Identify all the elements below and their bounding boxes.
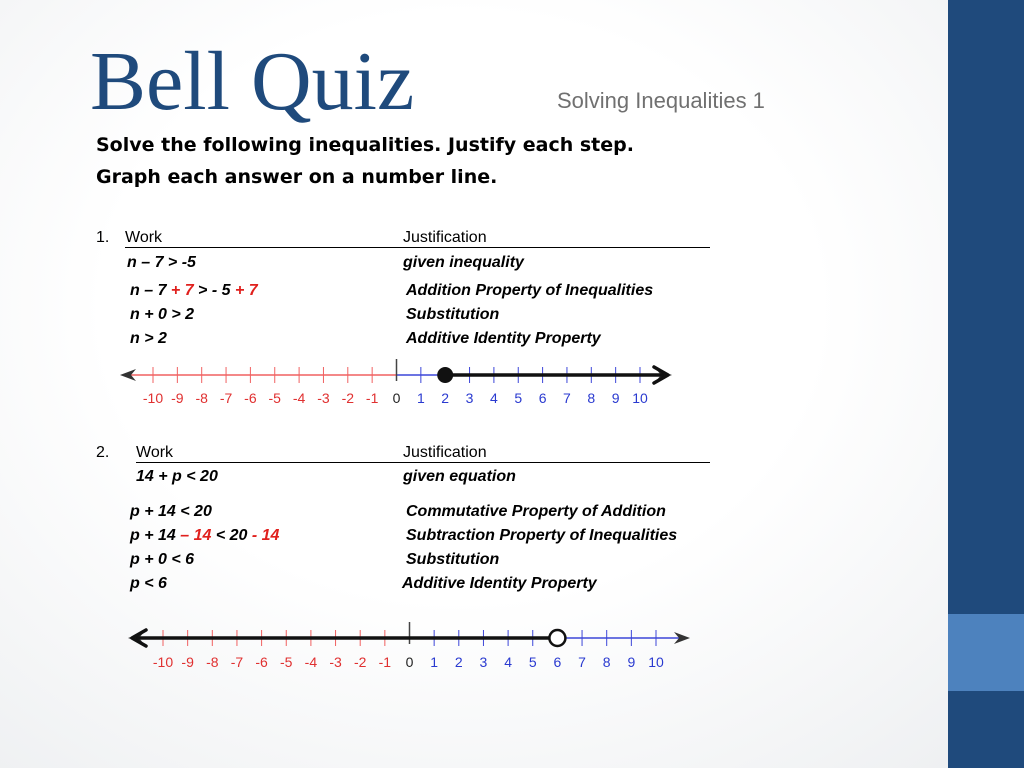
problem-1-step-3-work: n > 2: [130, 330, 167, 347]
tick-label: 8: [587, 390, 596, 406]
problem-2-step-4-work: p < 6: [130, 575, 167, 592]
tick-label: 9: [627, 654, 636, 670]
tick-label: 3: [465, 390, 474, 406]
tick-label: -1: [378, 654, 392, 670]
slide-title: Bell Quiz: [90, 35, 415, 128]
tick-label: 8: [602, 654, 611, 670]
problem-2-step-2-justification: Subtraction Property of Inequalities: [406, 527, 678, 544]
tick-label: 10: [632, 390, 648, 406]
tick-label: 7: [563, 390, 571, 406]
tick-label: 4: [490, 390, 498, 406]
tick-label: -10: [142, 390, 164, 406]
tick-label: 0: [392, 390, 401, 406]
tick-label: 9: [611, 390, 620, 406]
tick-label: -7: [219, 390, 233, 406]
tick-label: 1: [416, 390, 425, 406]
instruction-line-2: Graph each answer on a number line.: [96, 166, 498, 188]
tick-label: -1: [365, 390, 379, 406]
problem-1-given-work: n – 7 > -5: [127, 254, 196, 271]
instruction-line-1: Solve the following inequalities. Justify each step.: [96, 134, 634, 156]
problem-1-step-1-work: n – 7 + 7 > - 5 + 7: [130, 282, 258, 299]
problem-1-work-header: Work: [125, 229, 163, 246]
tick-label: -7: [230, 654, 244, 670]
problem-1-number: 1.: [96, 229, 110, 246]
problem-2-number: 2.: [96, 444, 110, 461]
tick-label: 5: [514, 390, 523, 406]
problem-2-work-header: Work: [136, 444, 174, 461]
problem-2-step-2-work: p + 14 – 14 < 20 - 14: [130, 527, 280, 544]
tick-label: -3: [317, 390, 330, 406]
problem-1-step-1-justification: Addition Property of Inequalities: [406, 282, 654, 299]
problem-2-step-1-justification: Commutative Property of Addition: [406, 503, 666, 520]
tick-label: -5: [280, 654, 293, 670]
tick-label: 3: [479, 654, 488, 670]
tick-label: -9: [181, 654, 194, 670]
problem-1-step-2-work: n + 0 > 2: [130, 306, 195, 323]
problem-2-justification-header: Justification: [403, 444, 487, 461]
tick-label: 2: [454, 654, 463, 670]
tick-label: 2: [441, 390, 450, 406]
tick-label: -6: [255, 654, 268, 670]
tick-label: -8: [195, 390, 208, 406]
tick-label: 0: [405, 654, 414, 670]
tick-label: 1: [430, 654, 439, 670]
tick-label: -9: [171, 390, 184, 406]
slide-subtitle: Solving Inequalities 1: [557, 88, 765, 113]
tick-label: -6: [244, 390, 257, 406]
tick-label: -4: [292, 390, 306, 406]
problem-2-given-work: 14 + p < 20: [136, 468, 218, 485]
tick-label: 5: [528, 654, 537, 670]
problem-2-step-3-justification: Substitution: [406, 551, 500, 568]
tick-label: 6: [538, 390, 547, 406]
tick-label: -5: [268, 390, 281, 406]
tick-label: -3: [329, 654, 342, 670]
problem-2-step-3-work: p + 0 < 6: [130, 551, 195, 568]
tick-label: -8: [206, 654, 219, 670]
problem-2-given-justification: given equation: [403, 468, 516, 485]
problem-2-step-4-justification: Additive Identity Property: [402, 575, 597, 592]
tick-label: 4: [504, 654, 512, 670]
tick-label: -2: [353, 654, 367, 670]
tick-label: 7: [578, 654, 586, 670]
problem-1-justification-header: Justification: [403, 229, 487, 246]
tick-label: -4: [304, 654, 318, 670]
problem-2-step-1-work: p + 14 < 20: [130, 503, 212, 520]
problem-1-step-3-justification: Additive Identity Property: [406, 330, 601, 347]
problem-1-given-justification: given inequality: [403, 254, 524, 271]
open-endpoint: [549, 630, 565, 646]
tick-label: 6: [553, 654, 562, 670]
tick-label: 10: [648, 654, 664, 670]
tick-label: -2: [341, 390, 355, 406]
tick-label: -10: [152, 654, 174, 670]
problem-1-step-2-justification: Substitution: [406, 306, 500, 323]
